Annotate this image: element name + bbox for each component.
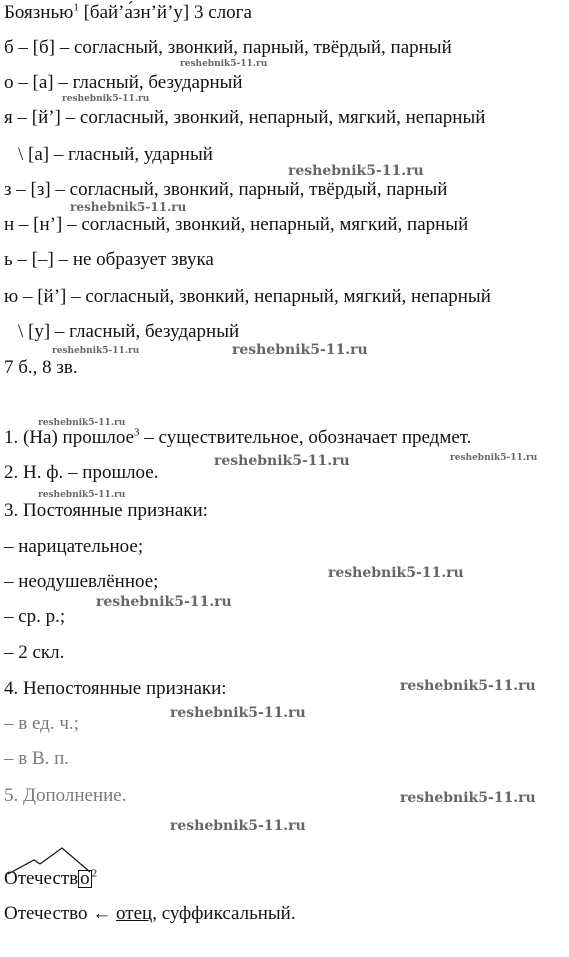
phonetic-total: 7 б., 8 зв. [4, 357, 78, 378]
phonetic-row-b: б – [б] – согласный, звонкий, парный, твёрдый, парный [4, 37, 452, 58]
phonetic-title [4, 2, 252, 24]
point-1-text: – существительное, обозначает предмет. [139, 427, 472, 448]
morph-point-5: 5. Дополнение. [4, 785, 127, 806]
word-footnote: 2 [91, 867, 98, 880]
point-1-footnote: 3 [134, 426, 140, 439]
watermark: reshebnik5-11.ru [38, 418, 126, 428]
morph-point-3: 3. Постоянные признаки: [4, 500, 208, 521]
morph-point-4: 4. Непостоянные признаки: [4, 678, 227, 699]
phonetic-row-soft-sign: ь – [–] – не образует звука [4, 249, 214, 270]
derivation-type: , суффиксальный. [152, 903, 296, 924]
watermark: reshebnik5-11.ru [170, 705, 306, 721]
phonetic-row-yu-vowel: \ [у] – гласный, безударный [18, 321, 240, 342]
word-derivation [4, 903, 296, 925]
morph-point-4-item: – в ед. ч.; [4, 713, 79, 734]
word-ending: о [80, 868, 90, 889]
phonetic-row-o: о – [а] – гласный, безударный [4, 72, 243, 93]
morph-point-1 [4, 427, 471, 449]
point-1-word: 1. (На) прошлое [4, 427, 135, 448]
title-word: Боязнью [4, 2, 74, 23]
watermark: reshebnik5-11.ru [70, 200, 187, 214]
title-transcription: [бай’а́зн’й’у] 3 слога [78, 2, 252, 23]
watermark: reshebnik5-11.ru [214, 453, 350, 469]
morph-point-4-item: – в В. п. [4, 748, 70, 769]
watermark: reshebnik5-11.ru [170, 818, 306, 834]
morph-point-2: 2. Н. ф. – прошлое. [4, 462, 159, 483]
watermark: reshebnik5-11.ru [400, 678, 536, 694]
watermark: reshebnik5-11.ru [62, 94, 150, 104]
phonetic-row-n: н – [н’] – согласный, звонкий, непарный, мягкий, парный [4, 214, 469, 235]
morph-point-3-item: – ср. р.; [4, 606, 66, 627]
watermark: reshebnik5-11.ru [180, 59, 268, 69]
morph-point-3-item: – 2 скл. [4, 642, 65, 663]
morph-point-3-item: – неодушевлённое; [4, 571, 159, 592]
watermark: reshebnik5-11.ru [450, 453, 538, 463]
phonetic-row-ya-vowel: \ [а] – гласный, ударный [18, 144, 213, 165]
derivation-word: Отечество [4, 903, 88, 924]
phonetic-row-yu: ю – [й’] – согласный, звонкий, непарный, мягкий, непарный [4, 286, 491, 307]
watermark: reshebnik5-11.ru [328, 565, 464, 581]
phonetic-row-z: з – [з] – согласный, звонкий, парный, твёрдый, парный [4, 179, 448, 200]
derivation-arrow: ← [92, 903, 112, 924]
word-composition [4, 868, 97, 890]
phonetic-row-ya: я – [й’] – согласный, звонкий, непарный, мягкий, непарный [4, 107, 486, 128]
watermark: reshebnik5-11.ru [38, 490, 126, 500]
watermark: reshebnik5-11.ru [96, 594, 232, 610]
morph-point-3-item: – нарицательное; [4, 536, 144, 557]
watermark: reshebnik5-11.ru [52, 346, 140, 356]
title-footnote: 1 [73, 1, 79, 14]
watermark: reshebnik5-11.ru [288, 163, 424, 179]
watermark: reshebnik5-11.ru [232, 342, 368, 358]
word-stem: Отечеств [4, 868, 79, 889]
source-word: отец [116, 903, 153, 924]
watermark: reshebnik5-11.ru [400, 790, 536, 806]
